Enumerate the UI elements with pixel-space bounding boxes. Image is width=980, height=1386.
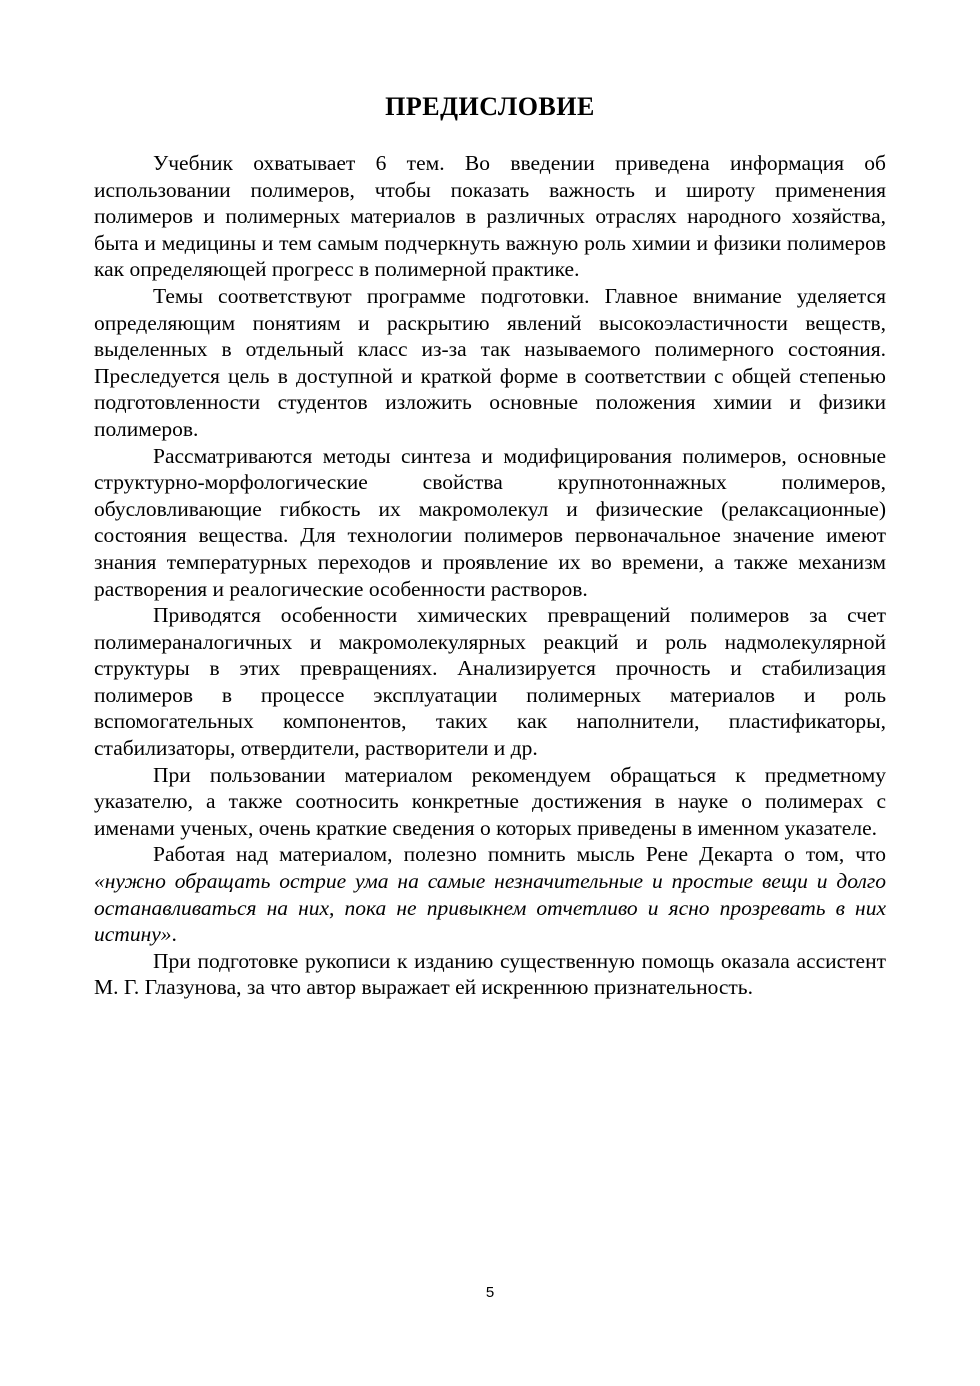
page-title: ПРЕДИСЛОВИЕ — [385, 92, 595, 121]
paragraph-intro: Учебник охватывает 6 тем. Во введении приведена информация об использовании полимеров, чтобы показать важность и широту применения полимеров и полимерных материалов в различных отраслях народного хозяйства, быта и медицины и тем самым подчеркнуть важную роль химии и физики полимеров как определяющей прогресс в полимерной практике. — [94, 151, 886, 282]
body-text — [94, 150, 886, 1001]
page-number: 5 — [485, 1284, 495, 1301]
paragraph-index-usage: При пользовании материалом рекомендуем обращаться к предметному указателю, а также соотносить конкретные достижения в науке о полимерах с именами ученых, очень краткие сведения о которых приведены в именном указателе. — [94, 762, 886, 840]
paragraph-descartes — [94, 841, 886, 947]
descartes-quote: «нужно обращать острие ума на самые незначительные и простые вещи и долго останавливаться на них, пока не привыкнем отчетливо и ясно прозревать в них истину» — [94, 869, 886, 947]
paragraph-methods: Рассматриваются методы синтеза и модифицирования полимеров, основные структурно-морфологические свойства крупнотоннажных полимеров, обусловливающие гибкость их макромолекул и физические (релаксационные) состояния вещества. Для технологии полимеров первоначальное значение имеют знания температурных переходов и проявление их во времени, а также механизм растворения и реалогические особенности растворов. — [94, 443, 886, 601]
paragraph-acknowledgement: При подготовке рукописи к изданию существенную помощь оказала ассистент М. Г. Глазунова, за что автор выражает ей искреннюю признательность. — [94, 948, 886, 1000]
descartes-lead: Работая над материалом, полезно помнить мысль Рене Декарта о том, что — [153, 842, 886, 867]
paragraph-transformations: Приводятся особенности химических превращений полимеров за счет полимераналогичных и макромолекулярных реакций и роль надмолекулярной структуры в этих превращениях. Анализируется прочность и стабилизация полимеров в процессе эксплуатации полимерных материалов и роль вспомогательных компонентов, таких как наполнители, пластификаторы, стабилизаторы, отвердители, растворители и др. — [94, 603, 886, 761]
paragraph-topics: Темы соответствуют программе подготовки. Главное внимание уделяется определяющим понятиям и раскрытию явлений высокоэластичности веществ, выделенных в отдельный класс из-за так называемого полимерного состояния. Преследуется цель в доступной и краткой форме в соответствии с общей степенью подготовленности студентов изложить основные положения химии и физики полимеров. — [94, 283, 886, 441]
descartes-tail: . — [171, 922, 177, 947]
